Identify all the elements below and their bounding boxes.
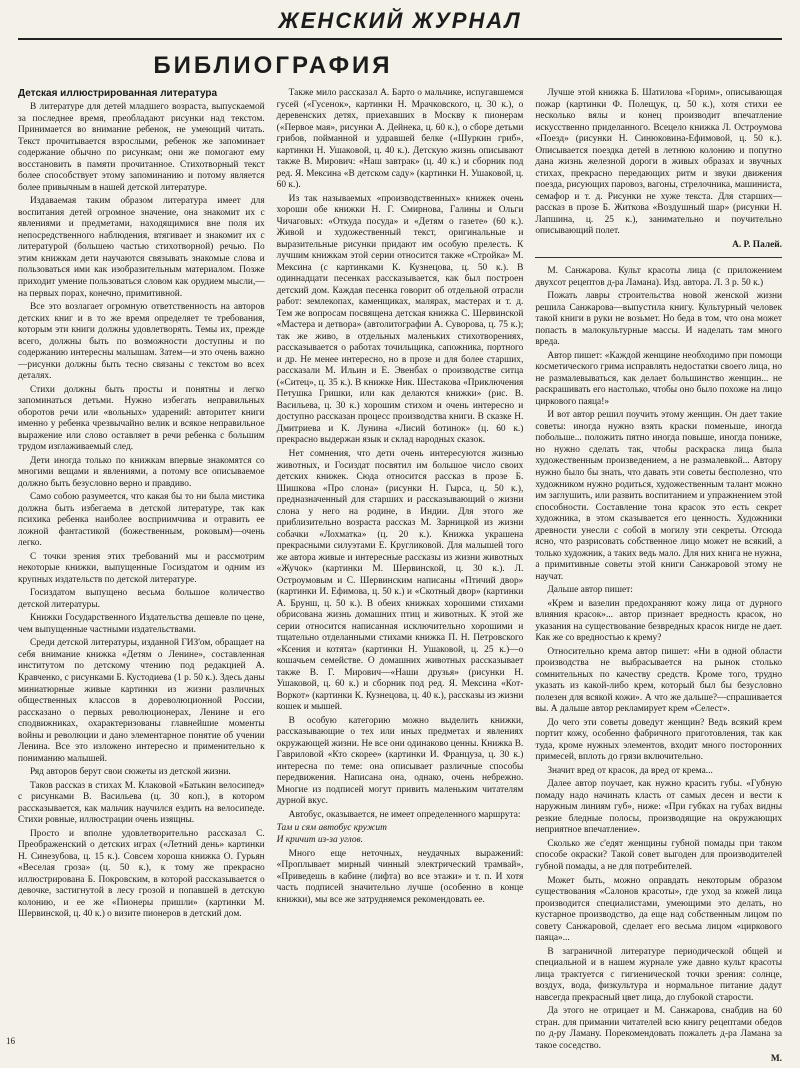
article-subhead: Детская иллюстрированная литература — [18, 88, 218, 99]
paragraph: В заграничной литературе периодической общей и специальной и в нашем журнале уже давно культ красоты лица трактуется с гигиенической точки зрения: солнце, воздух, вода, физкультура и нормальное питание дадут навсегда прекрасный цвет лица, до глубокой старости. — [535, 946, 783, 1003]
paragraph: Книжки Государственного Издательства дешевле по цене, чем выпущенные частными издательствами. — [18, 613, 265, 635]
column-1 — [18, 88, 265, 1068]
paragraph: Среди детской литературы, изданной ГИЗ'ом, обращает на себя внимание книжка «Детям о Ленине», составленная институтом по детскому чтению под редакцией А. Кравченко, с рисунками Б. Кустодиева (1 р. 50 к.). Здесь даны миниатюрные живые картинки из жизни различных общественных классов в дореволюционной России, рассказано о первых революционерах, Ленине и его сподвижниках, охарактеризованы главнейшие моменты войны и революции и дано элементарное понятие об учении Ленина. Все это изложено интересно и применительно к пониманию малышей. — [18, 638, 265, 764]
column-2 — [277, 88, 524, 1068]
paragraph: С точки зрения этих требований мы и рассмотрим некоторые книжки, выпущенные Госиздатом и одним из крупных издательств по детской литературе. — [18, 551, 265, 585]
paragraph: Нет сомнения, что дети очень интересуются жизнью животных, и Госиздат посвятил им большое число своих детских книжек. Сюда относится рассказ в прозе Б. Шишкова «Про слона» (рисунки Н. Гырса, ц. 50 к.), предназначенный для старших и рассказывающий о жизни слона у него на родине, в Индии. Для этого же приблизительно возраста рассказ М. Зарницкой из жизни собачки «Лохматка» (ц. 20 к.). Книжка украшена прекрасными силуэтами Е. Кругликовой. Для малышей того же автора живые и интересные рассказы из жизни животных «Жучок» (картинки М. Шервинской, ц. 30 к.). Л. Остроумовым и С. Шервинским написаны «Птичий двор» (картинки И. Ефимова, ц. 50 к.) и «Скотный двор» (картинки А. Брунш, ц. 50 к.). В обеих книжках хорошими стихами обрисована жизнь домашних птиц и животных. К этой же серии относится написанная исключительно хорошими и тщательно отделанными стихами книжка П. Н. Петровского «Ксения и котята» (картинки Н. Ушаковой, ц. 25 к.)—о кошачьем семействе. О домашних животных рассказывает также В. Г. Мирович—«Наши друзья» (рисунки Н. Ушаковой, ц. 60 к.) и сборник под ред. Я. Мексина «Кот-Воркот» (картинки К. Кузнецова, ц. 40 к.), рассказы из жизни кошек и мышей. — [276, 448, 524, 713]
paragraph: Ряд авторов берут свои сюжеты из детской жизни. — [30, 767, 231, 778]
article-divider — [535, 257, 782, 258]
paragraph: Много еще неточных, неудачных выражений: «Проплывает мирный чинный электрический трамвай», «Приведешь в кабине (лифта) во все этажи» и т. п. И хотя часть подписей значительно лучше (особенно в конце книжки), мы все же затрудняемся рекомендовать ее. — [276, 848, 524, 905]
paragraph: Само собою разумеется, что какая бы то ни была мистика должна быть избегаема в детской литературе, так как психика ребенка наиболее восприимчива и отравить ее ложной фантастикой (божественным, роковым)—очень легко. — [18, 492, 265, 549]
masthead: ЖЕНСКИЙ ЖУРНАЛ — [278, 8, 522, 33]
section-title: БИБЛИОГРАФИЯ — [153, 52, 393, 79]
paragraph: Может быть, можно оправдать некоторым образом существования «Салонов красоты», где уход за кожей лица производится специалистами, умеющими это делать, но кустарное производство, да еще над собственным лицом по совету Санжаровой, сделает его весьма лицом «циркового паяца»... — [535, 875, 783, 944]
paragraph: Стихи должны быть просты и понятны и легко запоминаться детьми. Нужно избегать неправильных оборотов речи или «вольных» ударений: авторитет книги именно у ребенка чрезвычайно велик и всякое неправильное выражение или слово оставляет в речи ребенка с большим трудом изглаживаемый след. — [18, 384, 265, 453]
article-columns — [18, 88, 782, 1068]
page-number: 16 — [6, 1036, 15, 1046]
paragraph: До чего эти советы доведут женщин? Ведь всякий крем портит кожу, особенно фабричного приготовления, так как туда, кроме нужных элементов, входит много посторонних примесей, вплоть до грязи включительно. — [535, 717, 783, 763]
paragraph: И вот автор решил поучить этому женщин. Он дает такие советы: иногда нужно взять краски поменьше, иногда побольше... положить пятно иногда повыше, иногда пониже, но нужно сделать так, чтобы раскраска лица была художественным произведением, а не размалевкой... Автору нужно было бы знать, что давать эти советы бесполезно, что художником нужно родиться, художественным талант можно им заглушить, или развить воспитанием и упражнением этой способности. Составление тона красок это есть секрет художника, в этом сказывается его ценность. Художники древности унесли с собой в могилу эти секреты. Отсюда ясно, что разрисовать собственное лицо может не всякий, а только художник, а таких ведь мало. Для них книга не нужна, а примитивные советы этой книги Санжаровой этому не научат. — [535, 410, 783, 582]
masthead-rule — [18, 38, 782, 40]
author-signature-2: М. — [770, 1054, 783, 1065]
paragraph: Пожать лавры строительства новой женской жизни решила Санжарова—выпустила книгу. Культурный человек такой книги в руки не возьмет. Но беда в том, что она может попасть в малокультурные массы. И наделать там много вреда. — [535, 291, 783, 348]
paragraph: Все это возлагает огромную ответственность на авторов детских книг и в то же время определяет те требования, которым эти книги должны удовлетворять. Темы их, прежде всего, должны быть по возможности доступны и по содержанию интересны малышам. Затем—и это очень важно—рисунки должны быть тесно связаны с текстом во всех деталях. — [18, 302, 265, 382]
paragraph: М. Санжарова. Культ красоты лица (с приложением двухсот рецептов д-ра Ламана). Изд. автора. Л. 3 р. 50 к.) — [535, 266, 783, 288]
author-signature: А. Р. Палей. — [732, 239, 783, 250]
paragraph: Из так называемых «производственных» книжек очень хороши обе книжки Н. Г. Смирнова, Галины и Ольги Чичаговых: «Откуда посуда» и «Детям о газете» (60 к.). Живой и художественный текст, оригинальные и выразительные рисунки придают им особую прелесть. К лучшим книжкам этой серии относится также «Стройка» М. Мексина (с картинками К. Кузнецова, ц. 50 к.). В одиннадцати песенках рассказывается, как был построен детский дом. Каждая песенка говорит об отдельной отрасли работ: землекопах, каменщиках, малярах, мастерах и т. д. Тем же вопросам посвящена детская книжка С. Шервинской «Мастера и детвора» (автолитографии А. Суворова, ц. 75 к.); так же живо, в отдельных маленьких стихотворениях, рассказывается о работах точильщика, сапожника, портного и др. Не менее интересно, но в прозе и для более старших, рассказали М. Ильин и Е. Эвенбах о производстве ситца («Ситец», ц. 35 к.). В книжке Ник. Шестакова «Приключения Петушка Гришки, или как делаются книжки» (рис. В. Васильева, ц. 30 к.) хорошим стихом и очень интересно и доступно рассказан процесс производства книги. В сказке Н. Дмитриева и К. Лунина «Лисий ботинок» (ц. 60 к.) прекрасно выдержан язык и склад народных сказок. — [276, 193, 524, 446]
paragraph: Лучше этой книжка Б. Шатилова «Горим», описывающая пожар (картинки Ф. Полещук, ц. 50 к.), хотя стихи ее несколько вялы и конец производит впечатление искусственно приделанного. Всецело книжка Л. Остроумова «Поезд» (рисунки Н. Синюковина-Ефимовой, ц. 50 к.). Описывается поездка детей в летнюю колонию и попутно дана жизнь железной дороги в живых образах и звучных стихах, прекрасно передающих ритм и звуки движения поезда, рисующих паровоз, вагоны, стрелочника, машиниста, семафор и т. д. Рисунки не хуже текста. Для старших—рассказ в прозе Б. Житкова «Воздушный шар» (рисунки Н. Лапшина, ц. 25 к.), занимательно и поучительно описывающий полет. — [535, 88, 783, 237]
paragraph: «Крем и вазелин предохраняют кожу лица от дурного влияния красок»... автор признает вредность красок, но указания на существование безвредных красок нигде не дает. Как же со вредностью к крему? — [535, 598, 783, 644]
column-3 — [535, 88, 782, 1068]
paragraph: Таков рассказ в стихах М. Клаковой «Батькин велосипед» с рисунками В. Васильева (ц. 30 коп.), в котором рассказывается, как мальчик научился ездить на велосипеде. Стихи ровные, иллюстрации очень изящны. — [18, 780, 265, 826]
paragraph: Да этого не отрицает и М. Санжарова, снабдив на 60 стран. для примании читателей всю книгу рецептами обедов по д-ру Ламану. Порекомендовать пожалеть д-ра Ламана за такое соседство. — [535, 1006, 783, 1051]
paragraph: Относительно крема автор пишет: «Ни в одной области производства не выбрасывается на рынок столько сомнительных по качеству средств. Кроме того, трудно указать из какой-либо крем, который был бы безусловно полезен для всякой кожи». А что же дальше?—спрашивается вы. А дальше автор рекламирует крем «Селест». — [535, 646, 783, 715]
paragraph: Автобус, оказывается, не имеет определенного маршрута: — [288, 809, 521, 820]
paragraph: Значит вред от красок, да вред от крема... — [547, 765, 713, 776]
paragraph: Просто и вполне удовлетворительно рассказал С. Преображенский о детских играх («Летний день» картинки Н. Синезубова, ц. 15 к.). Совсем хороша книжка О. Гурьян «Веселая гроза» (ц. 50 к.), к тому же прекрасно иллюстрирована Б. Покровским, в которой рассказывается о девочке, застигнутой в лесу грозой и попавшей в детскую колонию, и ее же «Пионеры пришли» (картинки М. Шервинской, ц. 40 к.) о визите пионеров в детский дом. — [18, 828, 265, 920]
paragraph: В особую категорию можно выделить книжки, рассказывающие о тех или иных предметах и явлениях окружающей жизни. Не все они одинаково ценны. Книжка В. Гавриловой «Кто скорее» (картинки И. Француза, ц. 30 к.) интересна по теме: она описывает различные способы передвижения. Написана она, однако, очень небрежно. Многие из подписей могут привить маленьким читателям дурной вкус. — [276, 715, 524, 807]
paragraph: В литературе для детей младшего возраста, выпускаемой за последнее время, преобладают рисунки над текстом. Принимается во внимание ребенок, не умеющий читать. Текст прочитывается взрослыми, ребенок же запоминает содержание обычно по рисункам; они же помогают ему восстановить в памяти прочитанное. Стихотворный текст более способствует этому запоминанию и потому является более привычным в нашей детской литературе. — [18, 102, 265, 193]
verse-quote: Там и сям автобус кружит И кричит из-за углов. — [276, 823, 387, 845]
paragraph: Сколько же с'едят женщины губной помады при таком способе окраски? Такой совет выгоден для производителей губной помады, а не для потребителей. — [535, 838, 783, 872]
paragraph: Госиздатом выпущено весьма большое количество детской литературы. — [18, 588, 265, 610]
paragraph: Автор пишет: «Каждой женщине необходимо при помощи косметического грима исправлять недостатки своего лица, но не размалевываться, как делает большинство женщин... не раскрашивать его настолько, чтобы оно было похоже на лицо циркового паяца!» — [535, 350, 783, 407]
paragraph: Дальше автор пишет: — [547, 585, 633, 596]
paragraph: Издаваемая таким образом литература имеет для воспитания детей огромное значение, она знакомит их с явлениями и предметами, находящимися вне поля их непосредственного наблюдения, втягивает и знакомит их с литературой (большею частью стихотворной) речью. По этим книжкам дети научаются связывать знакомые слова и пользоваться ими как изобразительным материалом. Позже приходит умение пользоваться словом как орудием мысли,—на первых порах, конечно, примитивной. — [18, 196, 265, 299]
paragraph: Дети иногда только по книжкам впервые знакомятся со многими вещами и явлениями, а потому все описываемое должно быть безусловно верно и правдиво. — [18, 455, 265, 489]
paragraph: Далее автор поучает, как нужно красить губы. «Губную помаду надо начинать класть от самых десен и вести к наружным линиям губ», ниже: «При губках на губах видны резкие бледные полосы, производящие на окружающих неприятное впечатление». — [535, 779, 783, 836]
paragraph: Также мило рассказал А. Барто о мальчике, испугавшемся гусей («Гусенок», картинки Н. Мрачковского, ц. 30 к.), о деревенских детях, приехавших в Москву к пионерам («Первое мая», рисунки А. Дейнека, ц. 60 к.), о сборе детьми грибов, пойманной и удравшей белке («Шуркин гриб», картинки Н. Ушаковой, ц. 40 к.). Детскую жизнь описывают также В. Мирович: «Наш завтрак» (ц. 40 к.) и сборник под ред. Я. Мексина «В детском саду» (картинки Н. Ушаковой, ц. 60 к.). — [276, 88, 524, 191]
